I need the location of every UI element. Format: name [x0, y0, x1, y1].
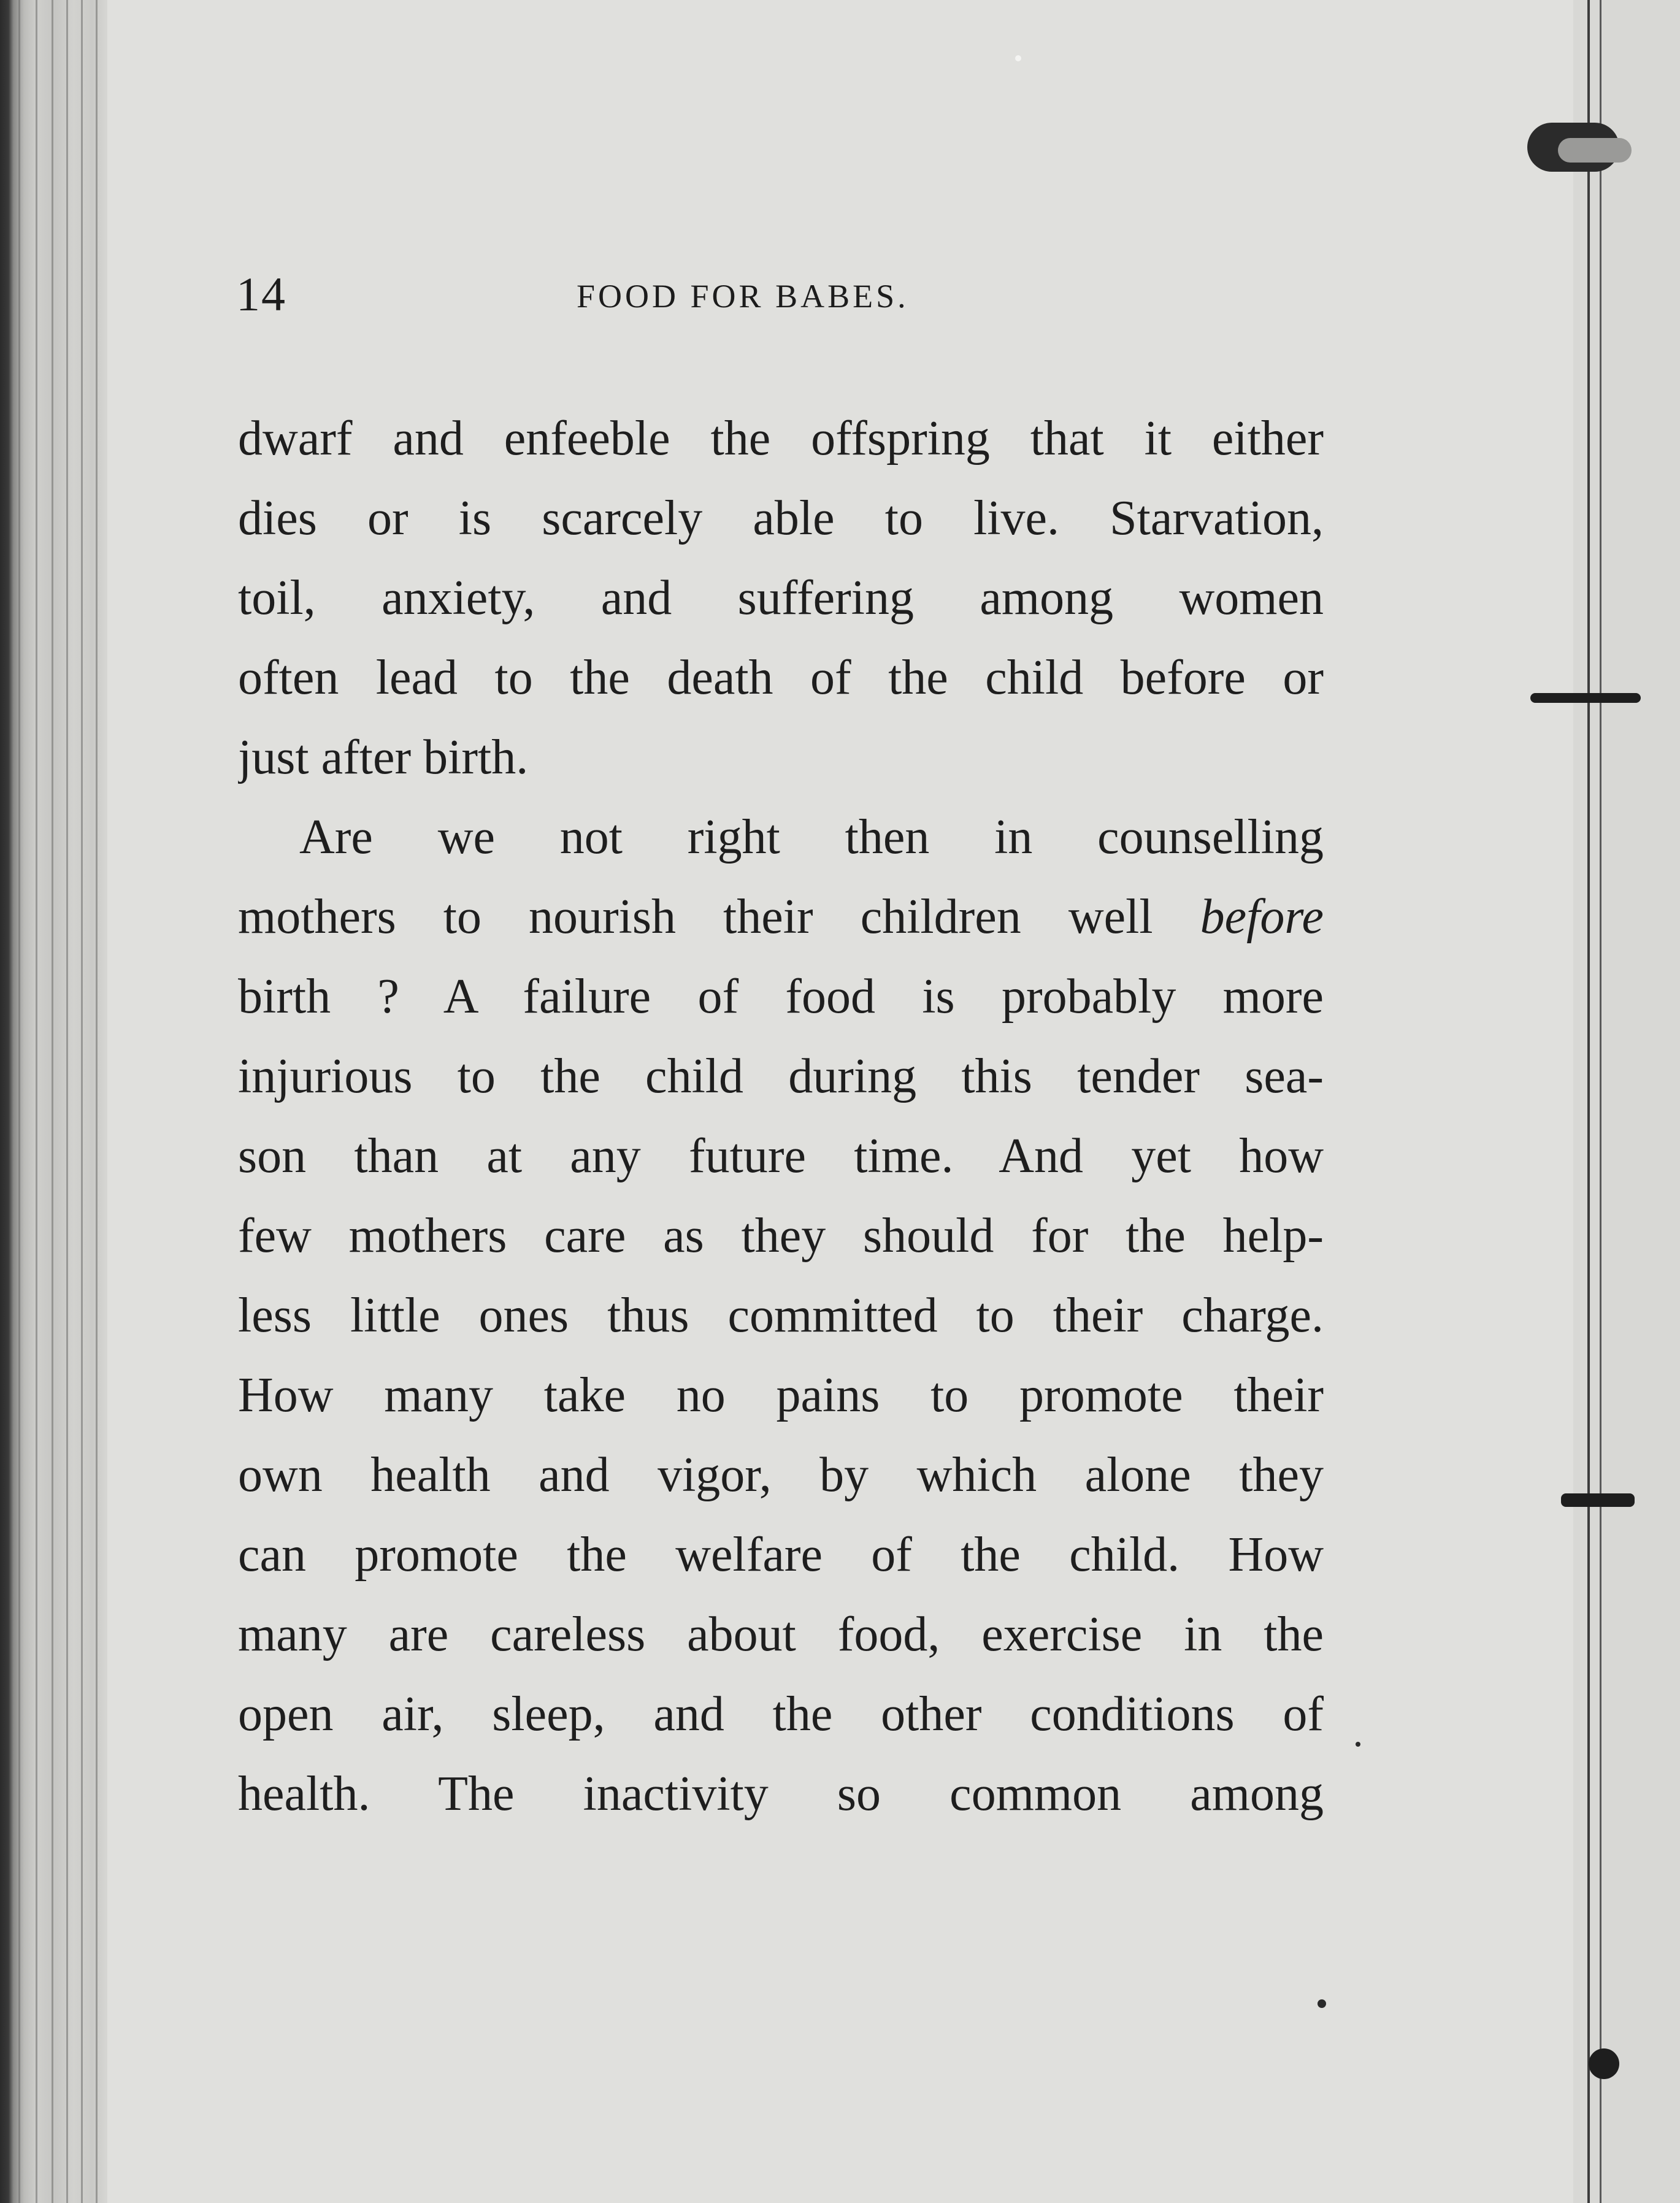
text-line: often lead to the death of the child before or [238, 651, 1324, 705]
binding-stitch [1589, 2048, 1619, 2079]
ink-speck [1356, 1742, 1360, 1747]
text-line: own health and vigor, by which alone they [238, 1448, 1324, 1502]
text-line: many are careless about food, exercise in the [238, 1607, 1324, 1661]
ink-speck [1318, 1999, 1326, 2008]
italic-word: before [1200, 890, 1324, 944]
binding-stitch [1558, 138, 1632, 163]
binding-thread [1587, 0, 1590, 2203]
page-edge-line [18, 0, 20, 2203]
text-line-with-italic [238, 877, 1324, 957]
text-line: health. The inactivity so common among [238, 1767, 1324, 1821]
text-line: Are we not right then in counselling [299, 810, 1324, 864]
running-head: FOOD FOR BABES. [577, 278, 909, 315]
page-edge-line [52, 0, 53, 2203]
text-line: open air, sleep, and the other conditions of [238, 1687, 1324, 1741]
text-line: How many take no pains to promote their [238, 1368, 1324, 1422]
text-line: injurious to the child during this tender sea- [238, 1049, 1324, 1103]
text-line: son than at any future time. And yet how [238, 1129, 1324, 1183]
text-segment: mothers to nourish their children well [238, 890, 1153, 944]
text-line: less little ones thus committed to their charge. [238, 1289, 1324, 1343]
page-edge-line [96, 0, 98, 2203]
dust-speck [1015, 55, 1021, 61]
text-line: just after birth. [238, 730, 529, 784]
text-line: dwarf and enfeeble the offspring that it either [238, 412, 1324, 466]
binding-stitch [1561, 1493, 1635, 1507]
page-edge-line [81, 0, 83, 2203]
page-number: 14 [236, 267, 286, 321]
text-line: birth ? A failure of food is probably more [238, 970, 1324, 1024]
binding-thread [1600, 0, 1601, 2203]
text-line: few mothers care as they should for the help- [238, 1209, 1324, 1263]
body-text [238, 399, 1324, 1834]
binding-stitch [1530, 693, 1641, 703]
text-line: toil, anxiety, and suffering among women [238, 571, 1324, 625]
page-edge-stack [0, 0, 107, 2203]
page-header [236, 267, 1322, 322]
page-edge-line [36, 0, 37, 2203]
page-edge-line [66, 0, 68, 2203]
text-line: can promote the welfare of the child. How [238, 1528, 1324, 1582]
text-line: dies or is scarcely able to live. Starvation, [238, 491, 1324, 545]
